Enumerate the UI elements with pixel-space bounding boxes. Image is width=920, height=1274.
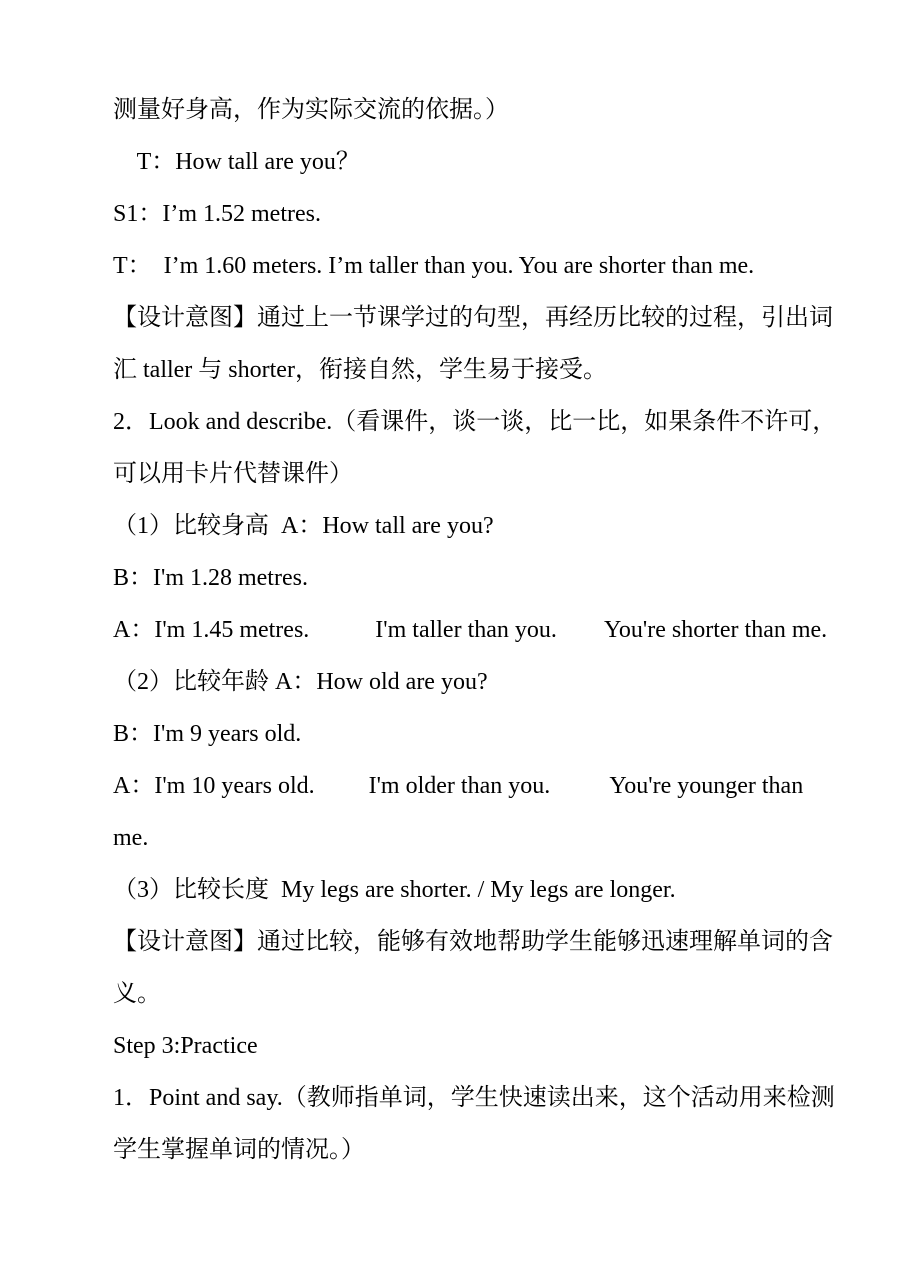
document-body bbox=[113, 84, 873, 1176]
text-line: （2）比较年龄 A：How old are you? bbox=[113, 669, 488, 695]
text-line: T：How tall are you？ bbox=[113, 149, 360, 175]
text-line: 1．Point and say.（教师指单词，学生快速读出来，这个活动用来检测 bbox=[113, 1085, 835, 1111]
text-line: 义。 bbox=[113, 981, 161, 1007]
text-line: me. bbox=[113, 825, 149, 851]
text-line: A：I'm 10 years old. I'm older than you. You're younger than bbox=[113, 773, 804, 799]
text-line: （3）比较长度 My legs are shorter. / My legs are longer. bbox=[113, 877, 676, 903]
text-line: Step 3:Practice bbox=[113, 1033, 258, 1059]
text-line: T： I’m 1.60 meters. I’m taller than you. You are shorter than me. bbox=[113, 253, 755, 279]
text-line: （1）比较身高 A：How tall are you? bbox=[113, 513, 494, 539]
text-line: B：I'm 9 years old. bbox=[113, 721, 302, 747]
text-line: 汇 taller 与 shorter，衔接自然，学生易于接受。 bbox=[113, 357, 607, 383]
text-line: 【设计意图】通过比较，能够有效地帮助学生能够迅速理解单词的含 bbox=[113, 929, 833, 955]
text-line: 学生掌握单词的情况。） bbox=[113, 1137, 365, 1163]
text-line: A：I'm 1.45 metres. I'm taller than you. You're shorter than me. bbox=[113, 617, 828, 643]
text-line: 2．Look and describe.（看课件，谈一谈，比一比，如果条件不许可， bbox=[113, 409, 837, 435]
text-line: B：I'm 1.28 metres. bbox=[113, 565, 308, 591]
text-line: S1：I’m 1.52 metres. bbox=[113, 201, 321, 227]
text-line: 可以用卡片代替课件） bbox=[113, 461, 353, 487]
text-line: 测量好身高，作为实际交流的依据。） bbox=[113, 97, 509, 123]
text-line: 【设计意图】通过上一节课学过的句型，再经历比较的过程，引出词 bbox=[113, 305, 833, 331]
